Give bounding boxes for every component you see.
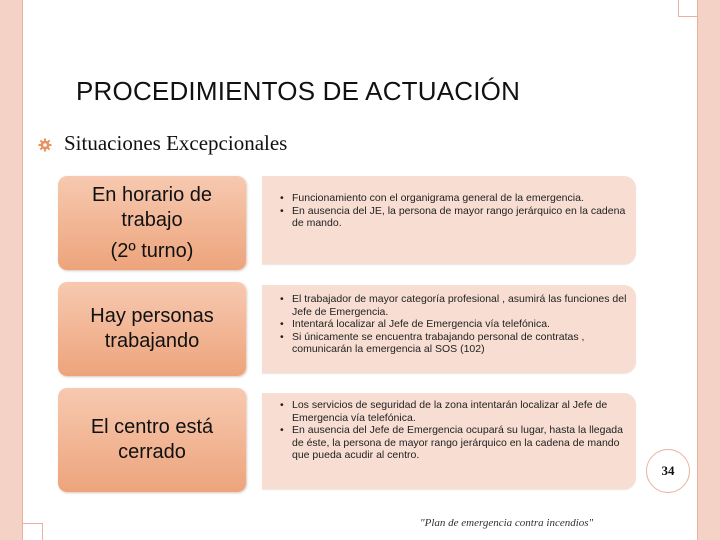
bullet-marker: • — [280, 424, 284, 436]
list-item: • Los servicios de seguridad de la zona intentarán localizar al Jefe de Emergencia vía telefónica. — [280, 399, 608, 424]
bottom-left-corner-mark — [23, 523, 43, 524]
situation-label: El centro está cerrado — [90, 416, 214, 463]
situation-label-line1: En horario de trabajo — [91, 183, 213, 231]
slide-subtitle: Situaciones Excepcionales — [64, 131, 288, 155]
list-item: • En ausencia del JE, la persona de mayor rango jerárquico en la cadena de mando. — [280, 204, 626, 229]
left-frame-band — [0, 0, 22, 540]
situation-label-box — [58, 176, 246, 270]
situation-row-working-hours — [58, 176, 636, 270]
footer-caption: "Plan de emergencia contra incendios" — [420, 517, 594, 529]
situation-label-box — [58, 388, 246, 492]
bullet-list — [280, 399, 628, 462]
list-item: • Funcionamiento con el organigrama general de la emergencia. — [280, 192, 584, 204]
situation-description-box — [262, 285, 636, 373]
bullet-list — [280, 293, 628, 356]
left-frame-line — [22, 0, 23, 540]
bullet-marker: • — [280, 330, 284, 343]
bullet-list — [280, 192, 628, 230]
situation-description-box — [262, 176, 636, 264]
bullet-marker: • — [280, 293, 284, 305]
page-number-badge: 34 — [646, 449, 690, 493]
situation-row-center-closed — [58, 388, 636, 492]
situation-label-box — [58, 282, 246, 376]
situation-row-people-working — [58, 282, 636, 376]
top-right-corner-mark-horizontal — [678, 16, 698, 17]
slide-title: PROCEDIMIENTOS DE ACTUACIÓN — [76, 76, 521, 106]
bullet-marker: • — [280, 318, 284, 330]
right-frame-band — [698, 0, 720, 540]
situation-label — [73, 183, 231, 264]
gear-icon — [38, 138, 52, 152]
bullet-marker: • — [280, 399, 284, 411]
list-item: • Intentará localizar al Jefe de Emergencia vía telefónica. — [280, 318, 550, 330]
bullet-marker: • — [280, 204, 284, 217]
list-item: • En ausencia del Jefe de Emergencia ocupará su lugar, hasta la llegada de éste, la persona de mayor rango jerárquico en la cadena de mando que pueda acudir al centro. — [280, 424, 623, 461]
situation-label: Hay personas trabajando — [90, 305, 214, 352]
bottom-left-corner-mark-vertical — [42, 523, 43, 540]
list-item: • El trabajador de mayor categoría profesional , asumirá las funciones del Jefe de Emergencia. — [280, 293, 627, 318]
situation-description-box — [262, 393, 636, 489]
bullet-marker: • — [280, 192, 284, 204]
list-item: • Si únicamente se encuentra trabajando personal de contratas , comunicarán la emergencia al SOS (102) — [280, 330, 585, 355]
situation-label-line2: (2º turno) — [110, 239, 194, 262]
right-frame-line — [697, 0, 698, 540]
top-right-corner-mark — [678, 0, 679, 16]
